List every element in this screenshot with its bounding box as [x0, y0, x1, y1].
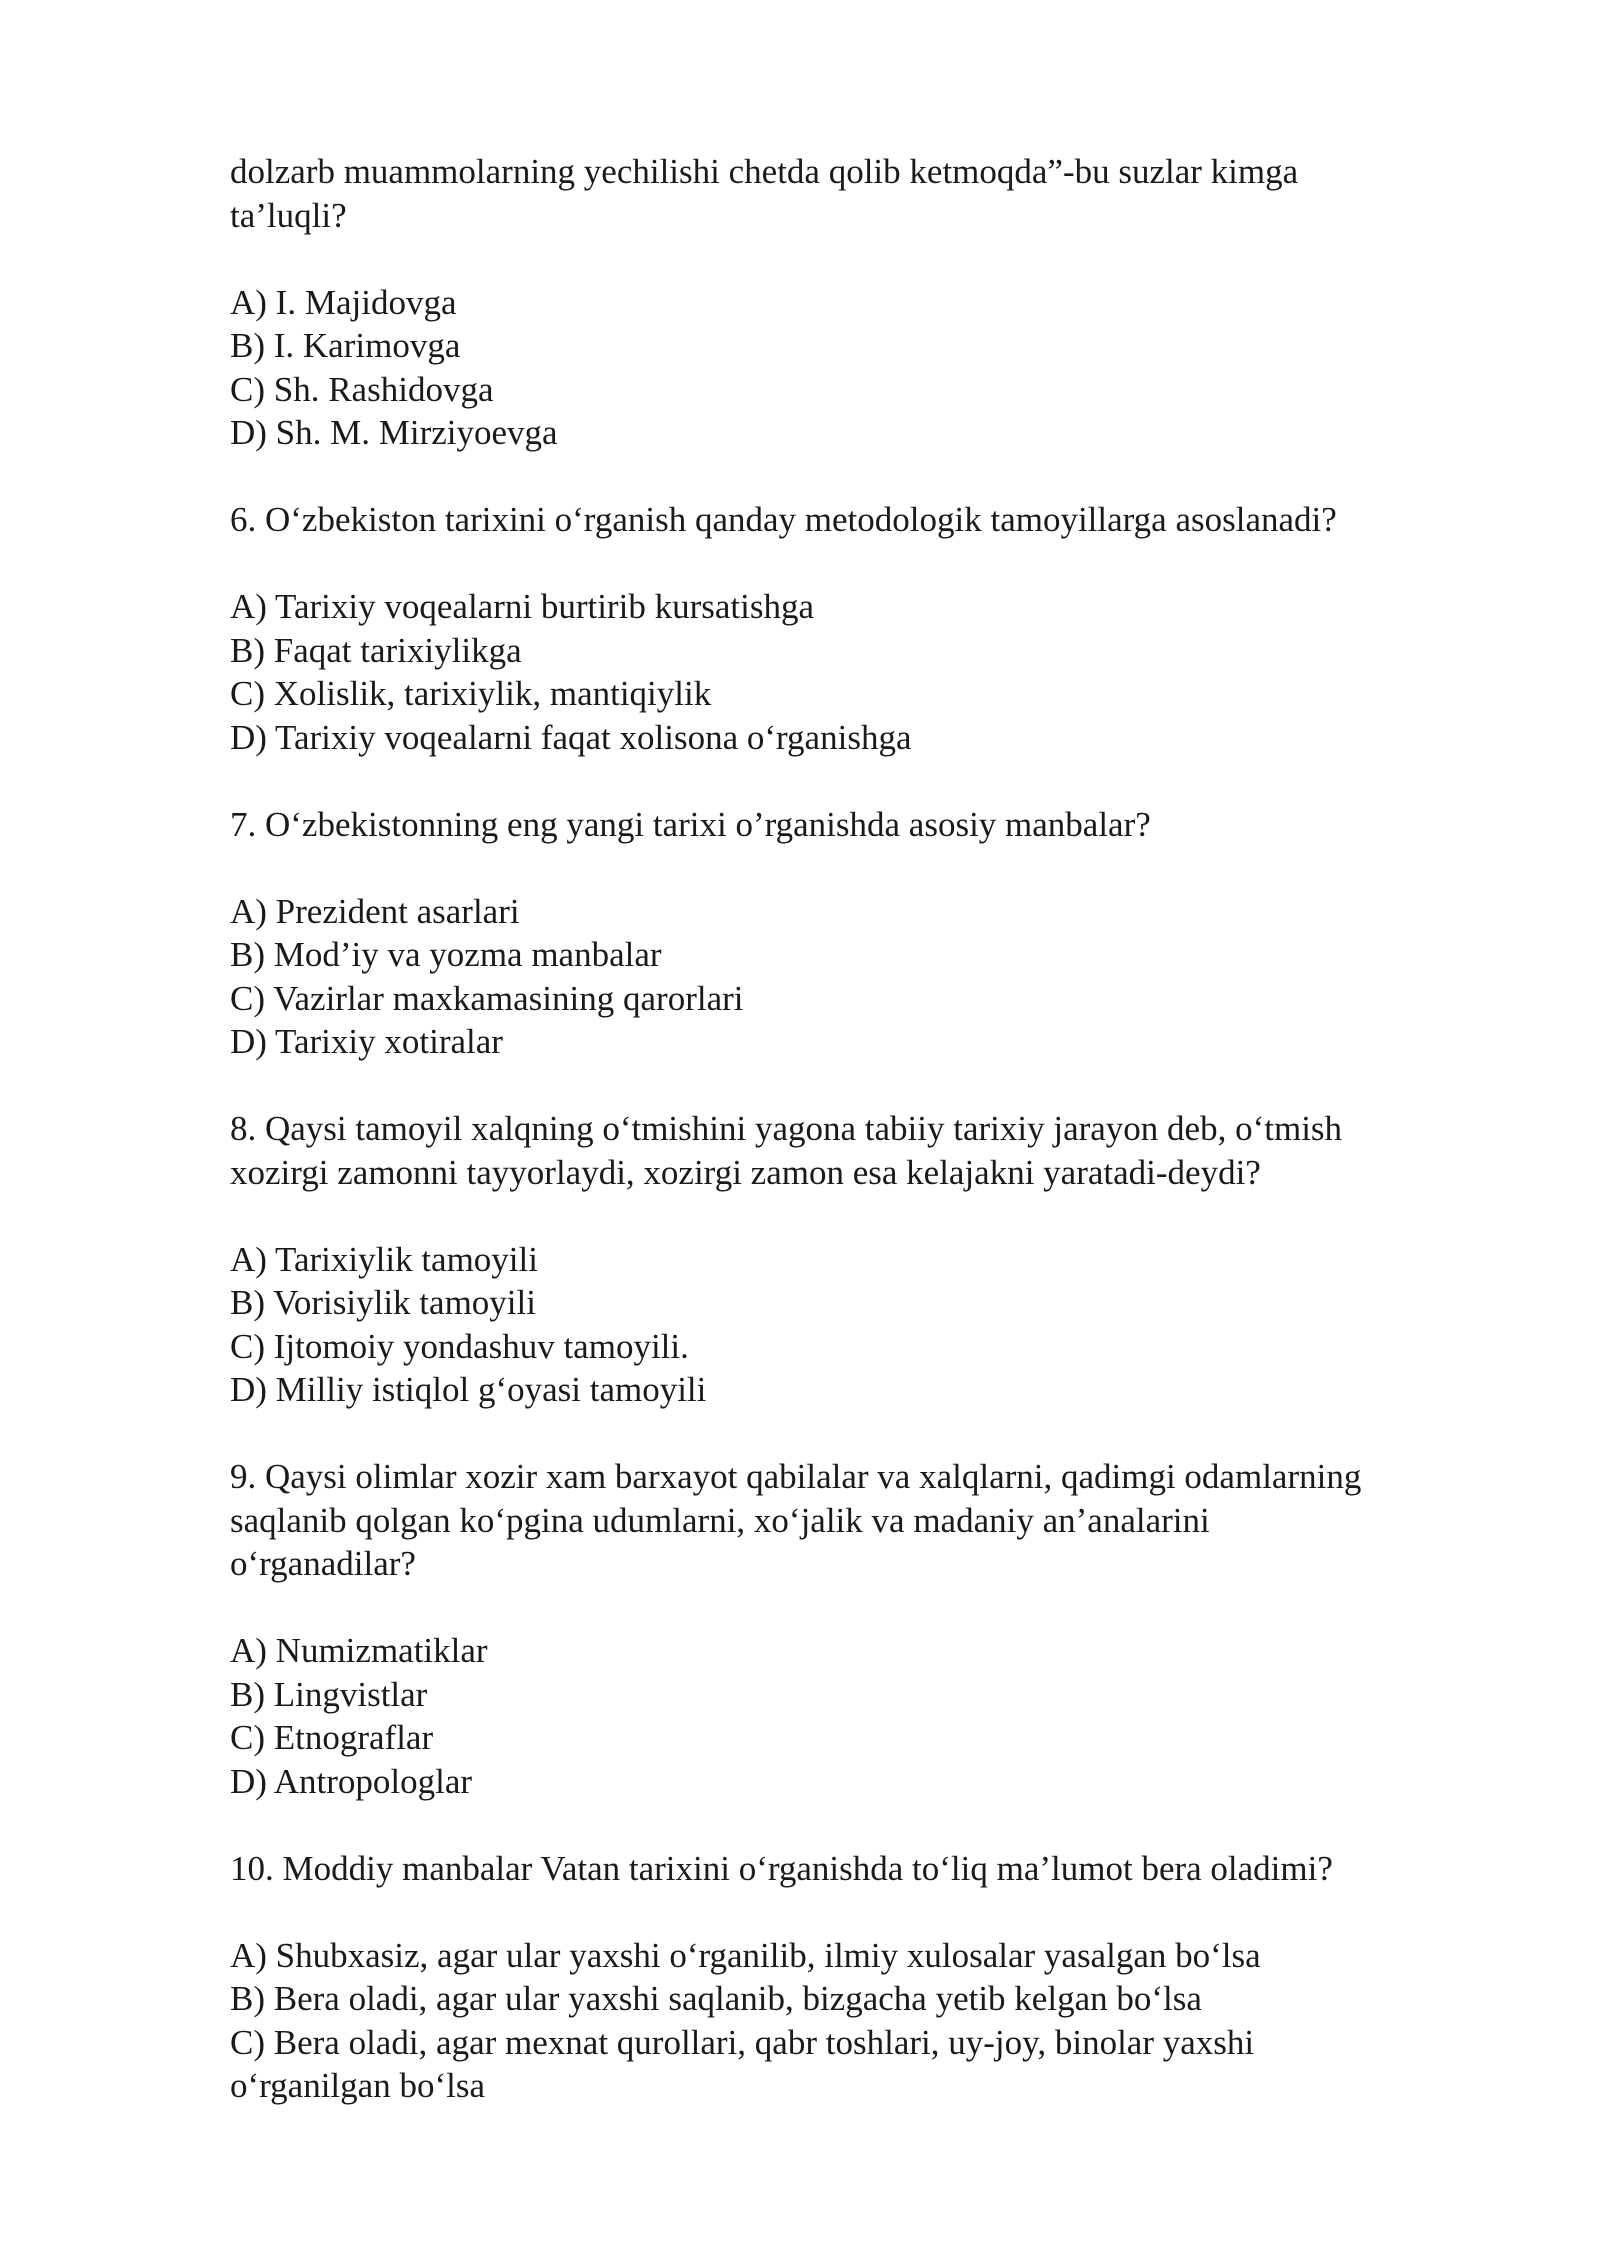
answer-option-b: B) Bera oladi, agar ular yaxshi saqlanib, bizgacha yetib kelgan bo‘lsa	[230, 1979, 1202, 2018]
question-10	[230, 1847, 1480, 2108]
answer-option-a: A) Prezident asarlari	[230, 891, 520, 931]
question-text-line: saqlanib qolgan ko‘pgina udumlarni, xo‘jalik va madaniy an’analarini	[230, 1500, 1210, 1540]
answer-option-a: A) Shubxasiz, agar ular yaxshi o‘rganilib, ilmiy xulosalar yasalgan bo‘lsa	[230, 1935, 1261, 1975]
answer-option-c: C) Xolislik, tarixiylik, mantiqiylik	[230, 674, 712, 713]
answer-option-a: A) Tarixiy voqealarni burtirib kursatishga	[230, 587, 814, 626]
answer-option-d: D) Sh. M. Mirziyoevga	[230, 413, 558, 452]
answer-option-d: D) Antropologlar	[230, 1761, 473, 1801]
question-text-line: 9. Qaysi olimlar xozir xam barxayot qabilalar va xalqlarni, qadimgi odamlarning	[230, 1457, 1362, 1496]
answer-option-c: C) Vazirlar maxkamasining qarorlari	[230, 978, 744, 1018]
answer-option-c: C) Sh. Rashidovga	[230, 369, 494, 409]
question-9	[230, 1455, 1480, 1803]
answer-option-b: B) Vorisiylik tamoyili	[230, 1283, 536, 1322]
question-text-line: 6. O‘zbekiston tarixini o‘rganish qanday metodologik tamoyillarga asoslanadi?	[230, 500, 1337, 539]
answer-option-b: B) Mod’iy va yozma manbalar	[230, 935, 662, 974]
question-text-line: 10. Moddiy manbalar Vatan tarixini o‘rganishda to‘liq ma’lumot bera oladimi?	[230, 1848, 1333, 1888]
answer-option-d: D) Milliy istiqlol g‘oyasi tamoyili	[230, 1370, 707, 1409]
question-text-line: xozirgi zamonni tayyorlaydi, xozirgi zamon esa kelajakni yaratadi-deydi?	[230, 1152, 1261, 1192]
answer-option-c: C) Bera oladi, agar mexnat qurollari, qabr toshlari, uy-joy, binolar yaxshi	[230, 2022, 1255, 2062]
question-text-line: o‘rganadilar?	[230, 1544, 416, 1583]
answer-option-d: D) Tarixiy xotiralar	[230, 1022, 503, 1061]
answer-option-d: D) Tarixiy voqealarni faqat xolisona o‘rganishga	[230, 717, 912, 757]
answer-option-b: B) Lingvistlar	[230, 1674, 428, 1714]
document-page	[230, 150, 1480, 2108]
answer-option-a: A) I. Majidovga	[230, 282, 457, 322]
answer-option-c: C) Ijtomoiy yondashuv tamoyili.	[230, 1326, 689, 1366]
answer-option-a: A) Numizmatiklar	[230, 1631, 488, 1670]
question-5-continuation	[230, 150, 1480, 455]
question-6	[230, 498, 1480, 759]
answer-option-c: C) Etnograflar	[230, 1718, 434, 1757]
question-text-line: 7. O‘zbekistonning eng yangi tarixi o’rganishda asosiy manbalar?	[230, 804, 1151, 844]
answer-option-b: B) I. Karimovga	[230, 326, 461, 365]
question-7	[230, 803, 1480, 1064]
question-text-line: dolzarb muammolarning yechilishi chetda qolib ketmoqda”-bu suzlar kimga	[230, 152, 1299, 191]
question-text-line: 8. Qaysi tamoyil xalqning o‘tmishini yagona tabiiy tarixiy jarayon deb, o‘tmish	[230, 1109, 1343, 1148]
answer-option-c-continued: o‘rganilgan bo‘lsa	[230, 2066, 485, 2105]
question-text-line: ta’luqli?	[230, 195, 347, 235]
question-8	[230, 1107, 1480, 1412]
answer-option-b: B) Faqat tarixiylikga	[230, 630, 522, 670]
answer-option-a: A) Tarixiylik tamoyili	[230, 1239, 538, 1279]
